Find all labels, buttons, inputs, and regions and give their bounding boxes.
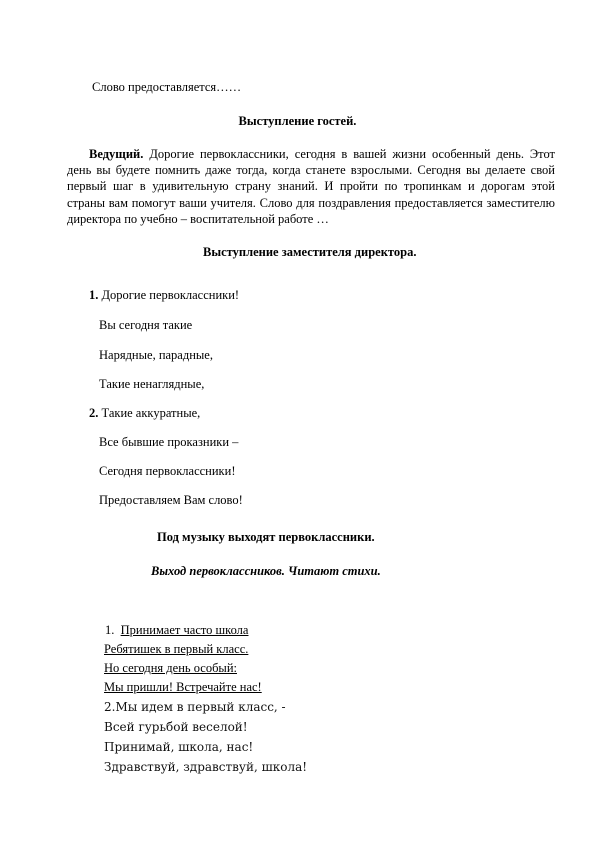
poem1-line-3: Нарядные, парадные, [99, 348, 213, 362]
host-paragraph [67, 146, 555, 227]
poem1-line-6: Все бывшие проказники – [99, 435, 239, 449]
poem2-line-1 [105, 622, 248, 638]
poem1-number-1: 1. [89, 288, 99, 302]
poem1-line-7: Сегодня первоклассники! [99, 464, 236, 478]
poem2-line-3: Но сегодня день особый: [104, 661, 237, 675]
poem2-line-4: Мы пришли! Встречайте нас! [104, 680, 262, 694]
poem1-line-5 [89, 405, 200, 421]
poem1-line-1 [89, 287, 239, 303]
poem2-line-6: Всей гурьбой веселой! [104, 720, 248, 734]
poem1-text-1: Дорогие первоклассники! [101, 288, 240, 302]
poem2-text-1: Принимает часто школа [120, 623, 249, 637]
poem1-number-2: 2. [89, 406, 99, 420]
host-text: Дорогие первоклассники, сегодня в вашей жизни особенный день. Этот день вы будете помнить даже тогда, когда станете взрослыми. Сегодня вы делаете свой первый шаг в удивительную страну знаний. И пройти по тропинкам и дорогам этой страны вам помогут ваши учителя. Слово для поздравления предоставляется заместителю директора по учебно – воспитательной работе … [67, 147, 556, 226]
poem2-line-7: Принимай, школа, нас! [104, 740, 254, 754]
poem2-line-2: Ребятишек в первый класс. [104, 642, 249, 656]
poem2-number-1: 1. [105, 623, 115, 637]
poem2-line-8: Здравствуй, здравствуй, школа! [104, 760, 308, 774]
poem1-line-8: Предоставляем Вам слово! [99, 493, 243, 507]
host-speaker: Ведущий. [89, 147, 144, 161]
exit-heading: Выход первоклассников. Читают стихи. [151, 564, 381, 578]
music-heading: Под музыку выходят первоклассники. [157, 530, 375, 544]
poem1-text-5: Такие аккуратные, [101, 406, 201, 420]
intro-line: Слово предоставляется…… [92, 80, 242, 94]
poem2-line-5: 2.Мы идем в первый класс, - [104, 700, 286, 714]
poem1-line-2: Вы сегодня такие [99, 318, 193, 332]
deputy-heading: Выступление заместителя директора. [203, 245, 417, 259]
guests-heading: Выступление гостей. [238, 114, 357, 128]
poem1-line-4: Такие ненаглядные, [99, 377, 205, 391]
